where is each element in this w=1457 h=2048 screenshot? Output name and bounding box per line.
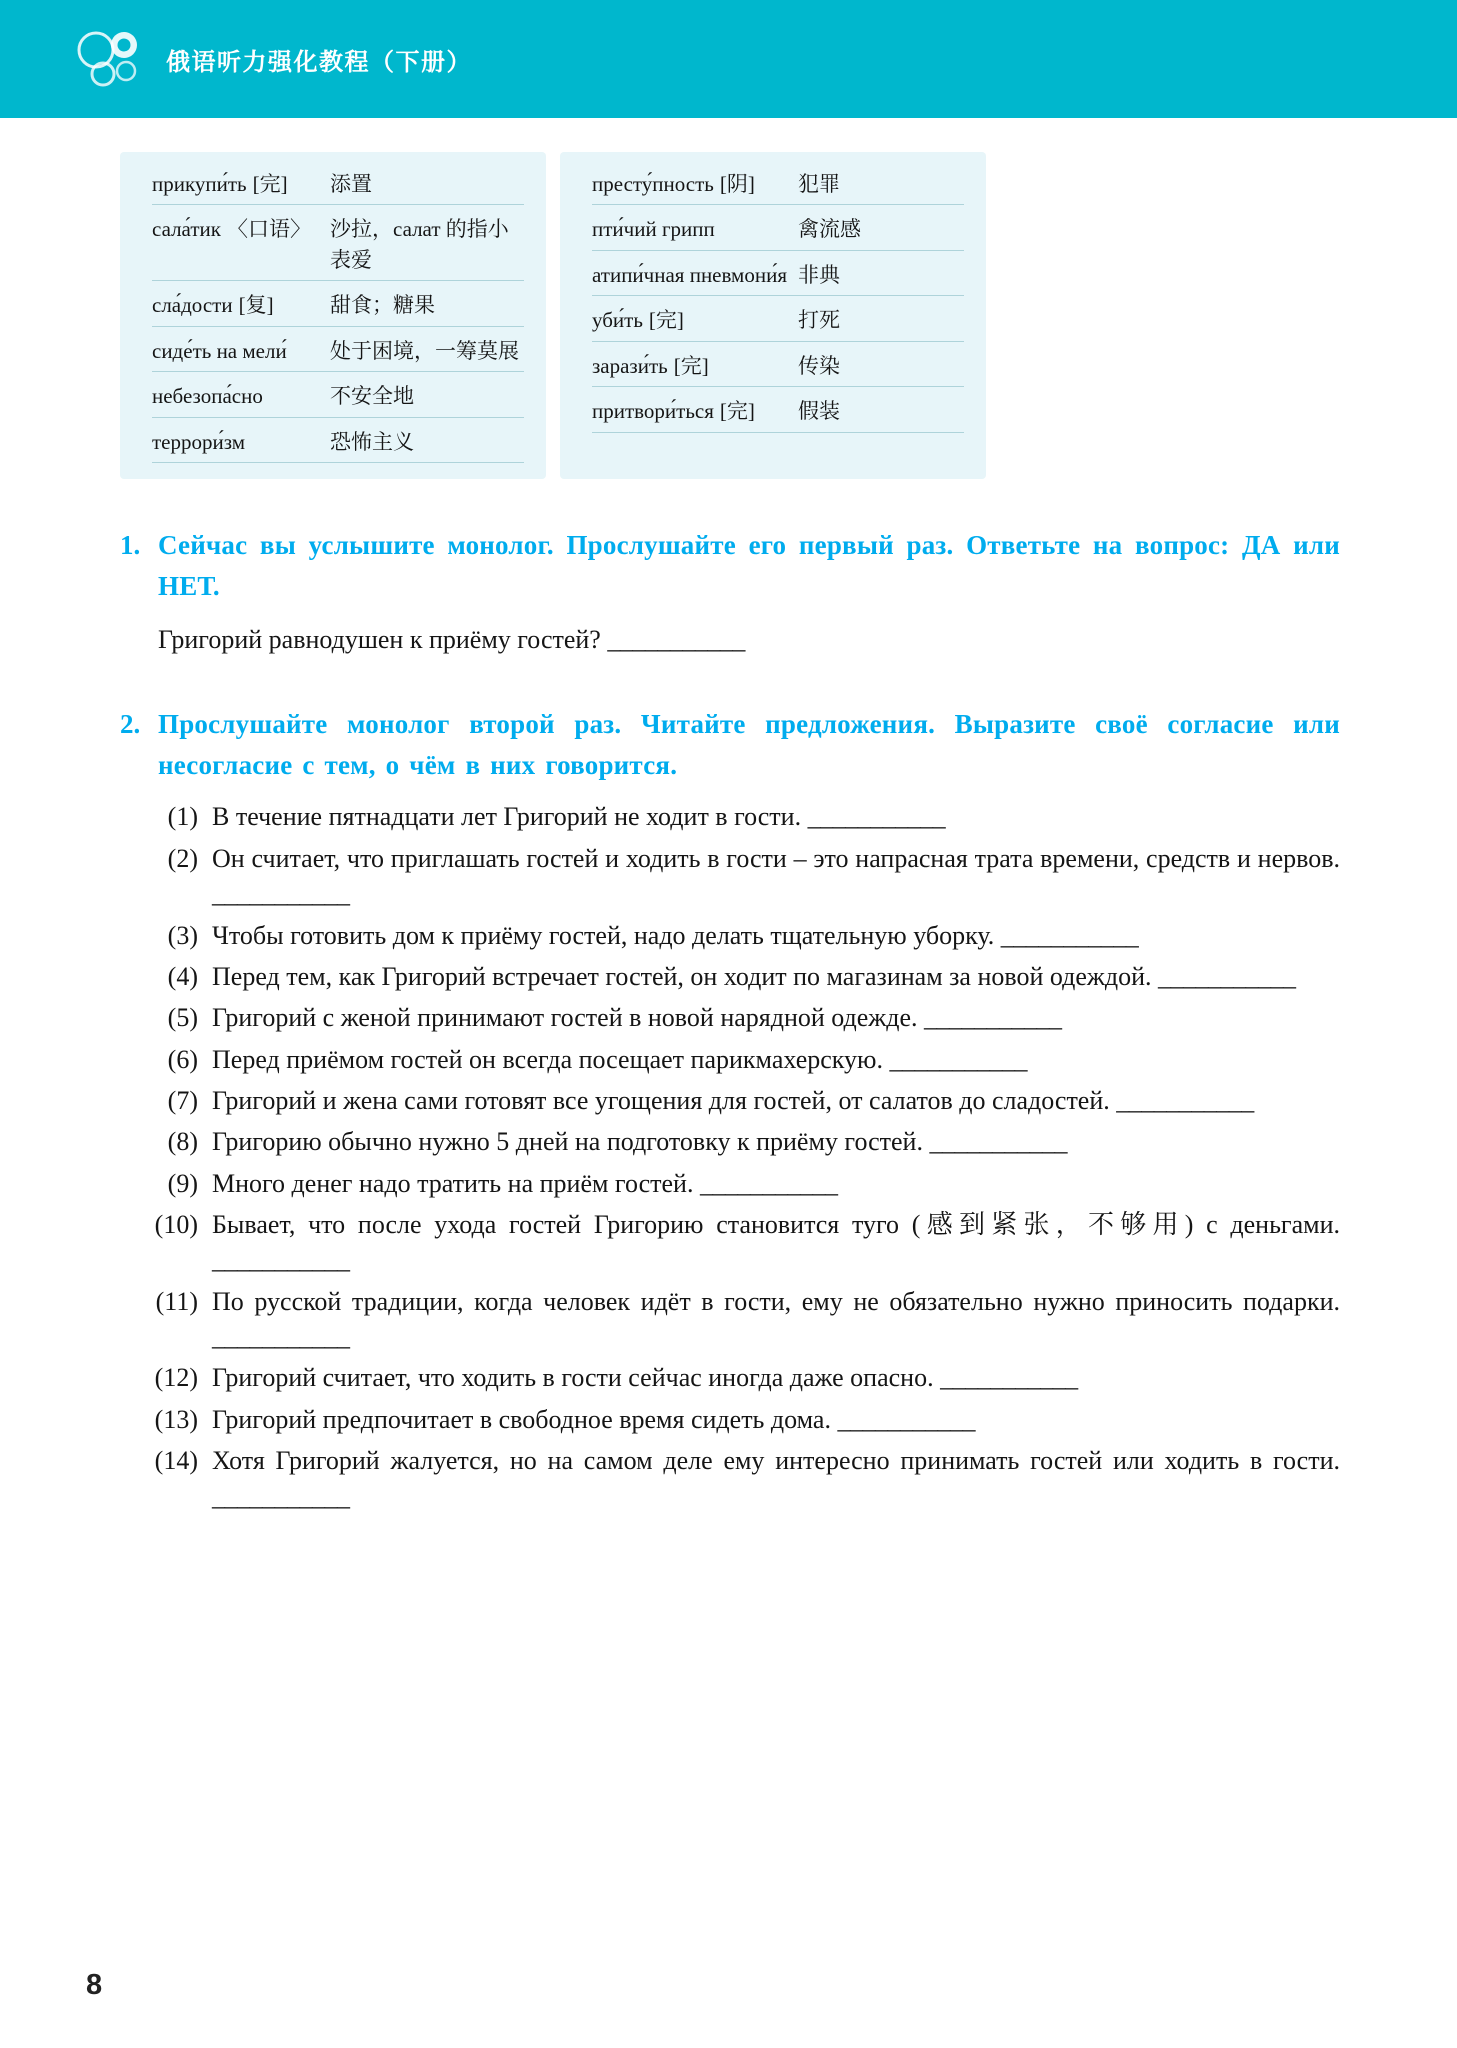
vocab-row <box>592 342 964 387</box>
vocab-row <box>592 387 964 432</box>
vocab-label: [完] <box>719 399 755 424</box>
vocab-row <box>152 160 524 205</box>
answer-blank: ___________ <box>940 1363 1078 1393</box>
vocab-translation: 不安全地 <box>330 384 414 409</box>
answer-blank: ___________ <box>1000 920 1139 950</box>
book-title: 俄语听力强化教程（下册） <box>166 48 472 76</box>
exercise-number: 2. <box>120 709 141 740</box>
item-number: (3) <box>167 920 198 950</box>
item-text: Перед тем, как Григорий встречает гостей, он ходит по магазинам за новой одеждой. <box>212 961 1152 991</box>
answer-blank: ___________ <box>607 625 745 655</box>
vocab-translation: 假装 <box>798 399 840 424</box>
exercise-1 <box>120 525 1340 658</box>
item-number: (14) <box>154 1446 198 1476</box>
answer-blank: ___________ <box>699 1168 838 1198</box>
vocab-term: пти́чий грипп <box>592 217 715 242</box>
item-number: (6) <box>167 1044 198 1074</box>
item-text: Хотя Григорий жалуется, но на самом деле ему интересно принимать гостей или ходить в гости. <box>212 1446 1340 1476</box>
answer-blank: ___________ <box>212 1322 350 1352</box>
vocab-term: небезопа́сно <box>152 384 263 409</box>
vocab-translation: 传染 <box>798 353 840 378</box>
statement-item <box>120 1360 1340 1395</box>
vocab-translation: 打死 <box>798 308 840 333</box>
item-number: (8) <box>167 1127 198 1157</box>
vocabulary-section <box>120 152 986 479</box>
vocab-row <box>592 251 964 296</box>
vocab-label: [完] <box>673 353 709 378</box>
answer-blank: ___________ <box>924 1003 1062 1033</box>
vocab-row <box>152 327 524 372</box>
vocab-translation: 处于困境，一筹莫展 <box>330 338 519 363</box>
item-number: (10) <box>154 1210 198 1240</box>
vocab-label: [完] <box>648 308 684 333</box>
vocab-label: [完] <box>252 172 288 196</box>
item-number: (12) <box>154 1363 198 1393</box>
item-number: (5) <box>167 1003 198 1033</box>
vocab-box-right <box>560 152 986 479</box>
item-text: Бывает, что после ухода гостей Григорию становится туго (感到紧张，不够用) с деньгами. <box>212 1210 1340 1240</box>
item-text: Григорию обычно нужно 5 дней на подготовку к приёму гостей. <box>212 1127 923 1157</box>
answer-blank: ___________ <box>212 1481 350 1511</box>
answer-blank: ___________ <box>889 1044 1027 1074</box>
statement-item <box>120 1124 1340 1159</box>
answer-blank: ___________ <box>212 1245 350 1275</box>
item-number: (9) <box>167 1168 198 1198</box>
statement-item <box>120 959 1340 994</box>
vocab-box-left <box>120 152 546 479</box>
vocab-term: притвори́ться <box>592 399 714 424</box>
statement-item <box>120 1443 1340 1514</box>
page-header <box>0 0 1457 118</box>
vocab-term: сала́тик <box>152 217 221 242</box>
exercise-instruction: Прослушайте монолог второй раз. Читайте предложения. Выразите своё согласие или несогласие с тем, о чём в них говорится. <box>158 709 1340 780</box>
item-text: Много денег надо тратить на приём гостей. <box>212 1168 694 1198</box>
vocab-term: престу́пность <box>592 172 714 196</box>
statement-item <box>120 1083 1340 1118</box>
vocab-translation: 甜食；糖果 <box>330 293 435 318</box>
answer-blank: ___________ <box>807 802 946 832</box>
statement-item <box>120 1402 1340 1437</box>
vocab-term: террори́зм <box>152 429 246 454</box>
exercise-number: 1. <box>120 530 141 561</box>
vocab-label: 〈口语〉 <box>226 217 311 242</box>
vocab-translation: 沙拉，салат 的指小表爱 <box>330 217 509 272</box>
item-number: (1) <box>167 802 198 832</box>
vocab-translation: 禽流感 <box>798 217 861 242</box>
vocab-translation: 非典 <box>798 262 840 287</box>
exercise1-question <box>158 622 1340 658</box>
statement-item <box>120 799 1340 834</box>
statement-item <box>120 1000 1340 1035</box>
item-number: (11) <box>155 1286 198 1316</box>
vocab-row <box>152 205 524 281</box>
vocab-term: уби́ть <box>592 308 643 333</box>
vocab-term: сла́дости <box>152 293 233 318</box>
statement-item <box>120 1042 1340 1077</box>
answer-blank: ___________ <box>837 1404 975 1434</box>
vocab-row <box>592 205 964 250</box>
vocab-term: зарази́ть <box>592 353 668 378</box>
item-number: (7) <box>167 1085 198 1115</box>
page-number: 8 <box>86 1969 103 2001</box>
vocab-term: атипи́чная пневмони́я <box>592 262 787 287</box>
statement-item <box>120 1284 1340 1355</box>
item-text: Григорий с женой принимают гостей в новой нарядной одежде. <box>212 1003 918 1033</box>
item-text: По русской традиции, когда человек идёт в гости, ему не обязательно нужно приносить подарки. <box>212 1286 1340 1316</box>
answer-blank: ___________ <box>1158 961 1296 991</box>
statement-item <box>120 918 1340 953</box>
vocab-label: [阴] <box>719 172 755 196</box>
statement-item <box>120 1166 1340 1201</box>
vocab-row <box>152 418 524 463</box>
exercise-instruction: Сейчас вы услышите монолог. Прослушайте его первый раз. Ответьте на вопрос: ДА или НЕТ. <box>158 530 1340 601</box>
publisher-logo-icon <box>72 29 150 89</box>
item-text: Григорий и жена сами готовят все угощения для гостей, от салатов до сладостей. <box>212 1085 1110 1115</box>
item-number: (2) <box>167 843 198 873</box>
exercise-2 <box>120 704 1340 1513</box>
item-text: В течение пятнадцати лет Григорий не ходит в гости. <box>212 802 802 832</box>
page-footer <box>86 1969 102 2002</box>
statement-item <box>120 1207 1340 1278</box>
answer-blank: ___________ <box>212 879 350 909</box>
answer-blank: ___________ <box>1116 1085 1254 1115</box>
vocab-term: прикупи́ть <box>152 172 247 196</box>
question-text: Григорий равнодушен к приёму гостей? <box>158 625 601 655</box>
statement-list <box>120 799 1340 1513</box>
answer-blank: ___________ <box>929 1127 1067 1157</box>
vocab-row <box>592 296 964 341</box>
vocab-label: [复] <box>238 293 274 318</box>
item-text: Чтобы готовить дом к приёму гостей, надо делать тщательную уборку. <box>212 920 995 950</box>
page-body <box>0 118 1457 1514</box>
item-number: (4) <box>167 961 198 991</box>
vocab-translation: 恐怖主义 <box>330 429 414 454</box>
item-text: Григорий предпочитает в свободное время сидеть дома. <box>212 1404 831 1434</box>
vocab-row <box>592 160 964 205</box>
vocab-row <box>152 372 524 417</box>
statement-item <box>120 841 1340 912</box>
vocab-term: сиде́ть на мели́ <box>152 338 287 363</box>
vocab-translation: 添置 <box>330 172 372 196</box>
vocab-row <box>152 281 524 326</box>
item-text: Григорий считает, что ходить в гости сейчас иногда даже опасно. <box>212 1363 934 1393</box>
item-text: Он считает, что приглашать гостей и ходить в гости – это напрасная трата времени, средств и нервов. <box>212 843 1340 873</box>
vocab-translation: 犯罪 <box>798 172 840 196</box>
item-number: (13) <box>154 1404 198 1434</box>
item-text: Перед приёмом гостей он всегда посещает парикмахерскую. <box>212 1044 883 1074</box>
